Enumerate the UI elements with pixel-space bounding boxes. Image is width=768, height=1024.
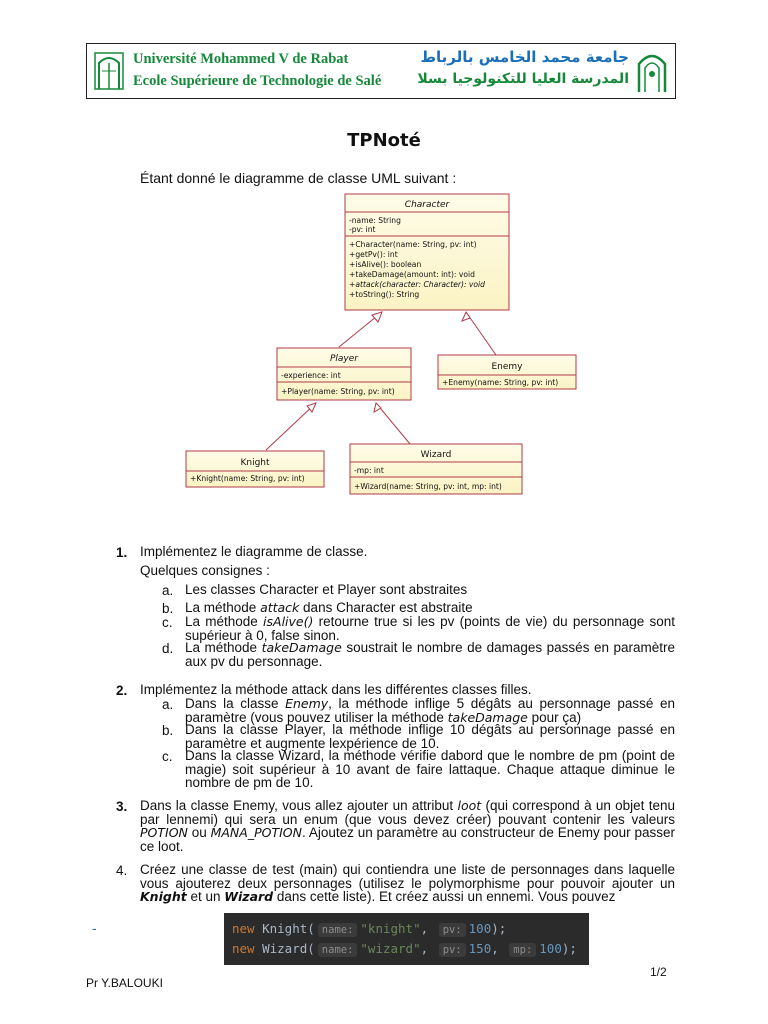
question-number: 4. bbox=[116, 863, 128, 878]
method-wizard-constructor: +Wizard(name: String, pv: int, mp: int) bbox=[354, 482, 502, 491]
item-letter: d. bbox=[162, 641, 174, 656]
method-takedamage: +takeDamage(amount: int): void bbox=[349, 270, 475, 279]
code-term: takeDamage bbox=[447, 709, 528, 725]
item-text: Dans la classe Player, la méthode inflige 10 dégâts au personnage passé en paramètre et augmente lexpérience de 10. bbox=[185, 722, 675, 751]
item-text: La méthode takeDamage soustrait le nombre de damages passés en paramètre aux pv du personnage. bbox=[185, 640, 675, 669]
method-isalive: +isAlive(): boolean bbox=[349, 260, 422, 269]
list-dash: - bbox=[92, 920, 97, 936]
item-text: Les classes Character et Player sont abstraites bbox=[185, 582, 468, 597]
item-letter: b. bbox=[162, 601, 174, 616]
param-hint: pv: bbox=[439, 943, 466, 957]
attr-name: -name: String bbox=[349, 216, 401, 225]
item-letter: a. bbox=[162, 697, 174, 712]
method-enemy-constructor: +Enemy(name: String, pv: int) bbox=[442, 378, 559, 387]
item-text: Dans la classe Wizard, la méthode vérifie dabord que le nombre de pm (point de magie) soit supérieur à 10 avant de faire lattaque. Chaque attaque diminue le nombre de pm de 10. bbox=[185, 748, 675, 790]
school-name-fr: Ecole Supérieure de Technologie de Salé bbox=[133, 73, 382, 89]
code-term: POTION bbox=[140, 825, 188, 840]
param-hint: name: bbox=[318, 923, 358, 937]
param-hint: name: bbox=[318, 943, 358, 957]
uml-class-diagram bbox=[150, 190, 559, 500]
question-text: Dans la classe Enemy, vous allez ajouter un attribut loot (qui correspond à un objet tenu par lennemi) qui sera un enum (que vous devez créer) pouvant contenir les valeurs POTION ou MANA_POTION. Ajoutez un paramètre au constructeur de Enemy pour passer ce loot. bbox=[140, 798, 675, 854]
question-text: Créez une classe de test (main) qui contiendra une liste de personnages dans laquelle vous ajouterez deux personnages (utilisez le polymorphisme pour pouvoir ajouter un Knight et un Wizard dans cette liste). Et créez aussi un ennemi. Vous pouvez bbox=[140, 862, 675, 904]
uml-class-wizard bbox=[350, 444, 522, 494]
intro-text: Étant donné le diagramme de classe UML suivant : bbox=[140, 170, 457, 186]
uml-class-character bbox=[345, 194, 509, 310]
question-number: 1. bbox=[116, 545, 128, 560]
question-number: 2. bbox=[116, 683, 128, 698]
footer-author: Pr Y.BALOUKI bbox=[86, 976, 163, 990]
question-subtitle: Quelques consignes : bbox=[140, 563, 270, 578]
class-name-wizard: Wizard bbox=[420, 450, 452, 460]
item-text: La méthode attack dans Character est abstraite bbox=[185, 600, 473, 615]
question-number: 3. bbox=[116, 799, 128, 814]
class-name-enemy: Enemy bbox=[491, 362, 523, 372]
question-text: Implémentez la méthode attack dans les différentes classes filles. bbox=[140, 682, 532, 697]
header-banner bbox=[86, 43, 676, 99]
question-text: Implémentez le diagramme de classe. bbox=[140, 544, 368, 559]
item-letter: b. bbox=[162, 723, 174, 738]
school-name-ar: المدرسة العليا للتكنولوجيا بسلا bbox=[417, 71, 629, 87]
university-name-fr: Université Mohammed V de Rabat bbox=[133, 51, 349, 67]
code-term: loot bbox=[457, 798, 482, 813]
method-attack: +attack(character: Character): void bbox=[349, 280, 485, 289]
school-logo-icon bbox=[635, 48, 669, 94]
code-line: new Knight( name: "knight", pv: 100); bbox=[232, 921, 507, 936]
item-letter: a. bbox=[162, 583, 174, 598]
method-knight-constructor: +Knight(name: String, pv: int) bbox=[190, 474, 305, 483]
code-term: takeDamage bbox=[261, 640, 342, 655]
code-term: Enemy bbox=[285, 696, 329, 711]
item-letter: c. bbox=[162, 615, 173, 630]
method-constructor: +Character(name: String, pv: int) bbox=[349, 240, 477, 249]
code-line: new Wizard( name: "wizard", pv: 150, mp: 100); bbox=[232, 941, 577, 956]
university-name-ar: جامعة محمد الخامس بالرباط bbox=[420, 48, 629, 66]
class-name-character: Character bbox=[404, 200, 450, 210]
param-hint: pv: bbox=[439, 923, 466, 937]
code-snippet bbox=[224, 913, 589, 965]
item-letter: c. bbox=[162, 749, 173, 764]
page-title: TPNoté bbox=[347, 130, 421, 151]
code-term: Wizard bbox=[224, 889, 274, 904]
uml-class-enemy bbox=[438, 355, 576, 389]
item-text: Dans la classe Enemy, la méthode inflige 5 dégâts au personnage passé en paramètre (vous pouvez utiliser la méthode takeDamage pour ça) bbox=[185, 696, 675, 725]
attr-experience: -experience: int bbox=[281, 371, 341, 380]
code-term: Knight bbox=[140, 889, 187, 904]
method-tostring: +toString(): String bbox=[349, 290, 420, 299]
param-hint: mp: bbox=[509, 943, 536, 957]
page-number: 1/2 bbox=[650, 965, 667, 979]
uml-class-player bbox=[277, 348, 411, 400]
university-logo-icon bbox=[93, 49, 125, 93]
code-term: attack bbox=[260, 600, 300, 615]
method-getpv: +getPv(): int bbox=[349, 250, 398, 259]
class-name-knight: Knight bbox=[240, 458, 270, 468]
class-name-player: Player bbox=[329, 354, 359, 364]
code-term: isAlive() bbox=[263, 614, 314, 629]
attr-pv: -pv: int bbox=[349, 225, 376, 234]
item-text: La méthode isAlive() retourne true si les pv (points de vie) du personnage sont supérieur à 0, false sinon. bbox=[185, 614, 675, 643]
uml-class-knight bbox=[186, 451, 324, 487]
code-term: MANA_POTION bbox=[210, 825, 302, 840]
attr-mp: -mp: int bbox=[354, 466, 384, 475]
method-player-constructor: +Player(name: String, pv: int) bbox=[281, 387, 395, 396]
